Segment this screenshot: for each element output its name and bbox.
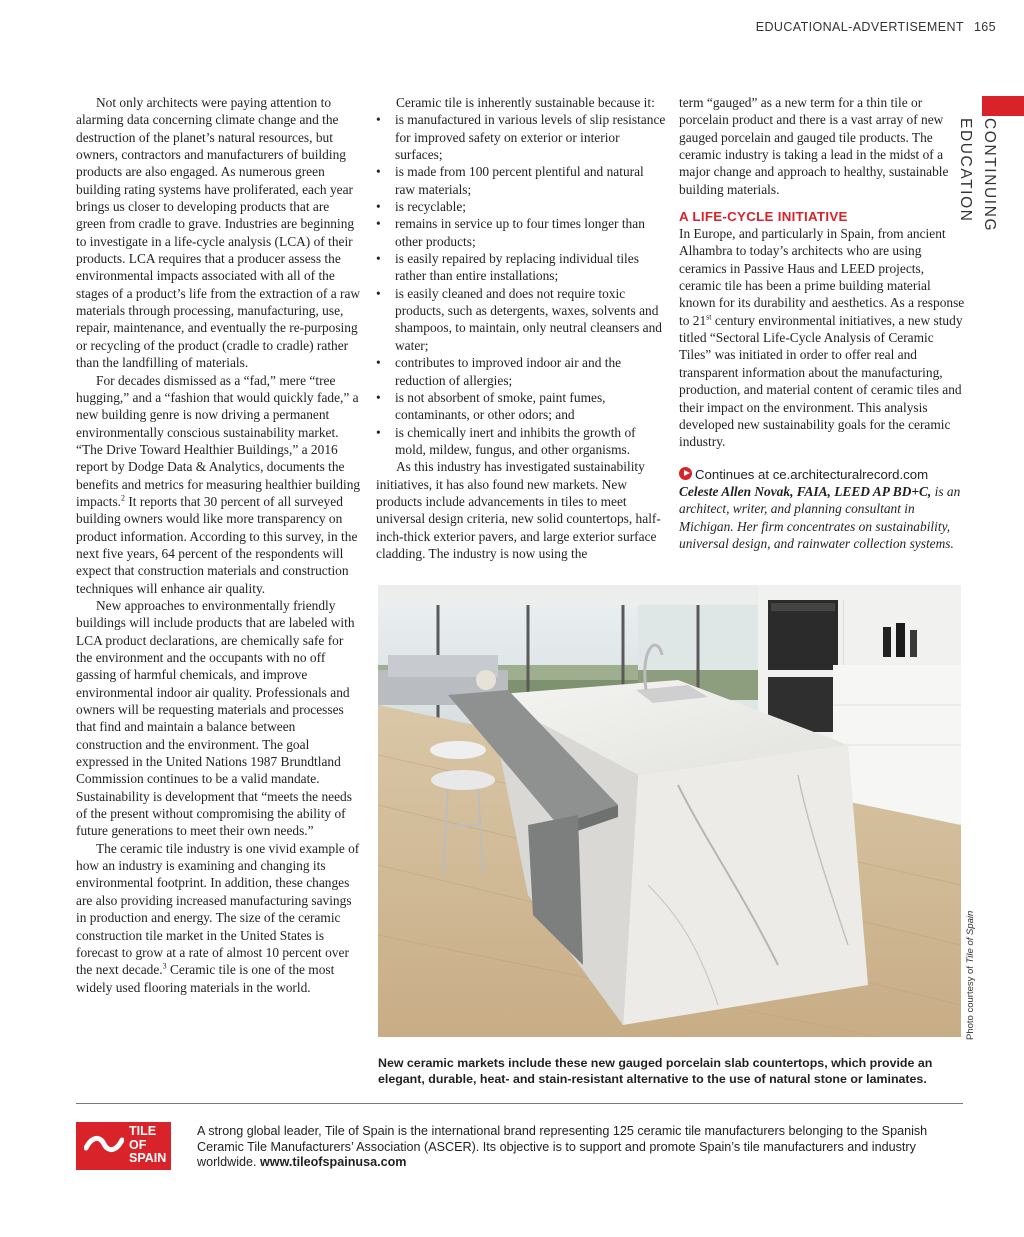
list-item: • remains in service up to four times longer than other products; (376, 215, 666, 250)
section-label: EDUCATIONAL-ADVERTISEMENT (755, 20, 964, 34)
paragraph-text: In Europe, and particularly in Spain, from ancient Alhambra to today’s architects who are using ceramics in Passive Haus and LEED projects, ceramic tile has been a prime building material known for its durability and aesthetics. As a response to 21 (679, 226, 965, 328)
paragraph (76, 840, 362, 996)
text-column-3 (679, 94, 969, 552)
section-color-tab (982, 96, 1024, 116)
paragraph (679, 225, 969, 450)
paragraph: As this industry has investigated sustainability initiatives, it has also found new markets. New products include advancements in tiles to meet universal design criteria, new solid countertops, half-inch-thick exterior pavers, and large exterior surface cladding. The industry is now using the (376, 459, 661, 561)
photo-credit (960, 900, 982, 1040)
footer-divider (76, 1103, 963, 1104)
paragraph-text: The ceramic tile industry is one vivid example of how an industry is examining and changing its environmental footprint. In addition, these changes are also providing increased manufacturing savings in production and energy. The size of the ceramic construction tile market in the United States is forecast to grow at a rate of almost 10 percent over the next decade. (76, 840, 360, 978)
paragraph-text: century environmental initiatives, a new study titled “Sectoral Life-Cycle Analysis of Ceramic Tiles” was initiated in order to offer real and transparent information about the manufacturing, production, and material content of ceramic tiles and their impact on the environment. This analysis developed new sustainability goals for the ceramic industry. (679, 312, 963, 450)
logo-line: OF (129, 1137, 147, 1152)
list-item: • is made from 100 percent plentiful and natural raw materials; (376, 163, 666, 198)
logo-text (129, 1125, 166, 1166)
page-number: 165 (973, 20, 996, 34)
paragraph-text: For decades dismissed as a “fad,” mere “tree hugging,” and a “fashion that would quickly fade,” a new building genre is now driving a permanent environmentally conscious sustainability market. “The Drive Toward Healthier Buildings,” a 2016 report by Dodge Data & Analytics, documents the benefits and metrics for measuring healthier building impacts. (76, 372, 361, 509)
list-item: • is not absorbent of smoke, paint fumes, contaminants, or other odors; and (376, 389, 666, 424)
list-intro: Ceramic tile is inherently sustainable because it: (396, 95, 655, 110)
ordinal-superscript: st (706, 312, 712, 322)
section-subhead: A LIFE-CYCLE INITIATIVE (679, 209, 848, 225)
list-item: • is easily repaired by replacing individual tiles rather than entire installations; (376, 250, 666, 285)
photo-caption: New ceramic markets include these new gauged porcelain slab countertops, which provide an elegant, durable, heat- and stain-resistant alternative to the use of natural stone or laminates. (378, 1056, 933, 1086)
kitchen-photo (378, 585, 961, 1037)
paragraph: New approaches to environmentally friendly buildings will include products that are labeled with LCA product declarations, are chemically safe for the environment and the occupants with no off gassing of harmful chemicals, and improve environmental indoor air quality. Professionals and owners will be requesting materials and processes that find and maintain a balance between construction and the environment. The goal expressed in the United Nations 1987 Brundtland Commission continues to be a valid mandate. Sustainability is development that “meets the needs of the present without compromising the ability of future generations to meet their own needs.” (76, 597, 355, 839)
paragraph: Not only architects were paying attention to alarming data concerning climate change and the destruction of the planet’s natural resources, but owners, contractors and manufacturers of building products are also engaged. As numerous green building rating systems have proliferated, each year brings us closer to developing products that are green from cradle to grave. Industries are beginning to investigate in a life-cycle analysis (LCA) of their products. LCA requires that a producer assess the environmental impacts associated with all of the stages of a product’s life from the extraction of a raw materials through processing, manufacturing, use, repair, maintenance, and eventually the re-purposing or recycling of the product (cradle to cradle) rather than the landfilling of materials. (76, 95, 361, 371)
list-item: • is recyclable; (376, 198, 666, 215)
list-item: • is manufactured in various levels of slip resistance for improved safety on exterior or interior surfaces; (376, 111, 666, 163)
paragraph-text: Ceramic tile is one of the most widely used flooring materials in the world. (76, 962, 335, 995)
paragraph (76, 372, 362, 597)
list-item: • is chemically inert and inhibits the growth of mold, mildew, fungus, and other organisms. (376, 424, 666, 459)
sponsor-text: A strong global leader, Tile of Spain is the international brand representing 125 ceramic tile manufacturers belonging to the Spanish Ceramic Tile Manufacturers’ Association (ASCER). Its objective is to support and promote Spain’s tile manufacturers and industry worldwide. (197, 1124, 928, 1169)
logo-line: SPAIN (129, 1151, 167, 1165)
paragraph: term “gauged” as a new term for a thin tile or porcelain product and there is a vast array of new gauged porcelain and gauged tile products. The ceramic industry is taking a lead in the midst of a major change and approach to healthy, sustainable building materials. (679, 95, 949, 197)
sponsor-url[interactable]: www.tileofspainusa.com (260, 1155, 407, 1169)
footnote-marker: 3 (162, 961, 167, 971)
tile-of-spain-logo (76, 1122, 171, 1170)
paragraph-text: It reports that 30 percent of all surveyed building owners would like more transparency on product information. According to this survey, in the next five years, 64 percent of the respondents will expect that construction materials and construction techniques will enhance air quality. (76, 493, 358, 596)
credit-prefix: Photo courtesy of (965, 963, 976, 1040)
play-arrow-icon (679, 467, 692, 480)
author-bio (679, 483, 969, 552)
author-description: is an architect, writer, and planning consultant in Michigan. Her firm concentrates on sustainability, universal design, and rainwater collection systems. (679, 483, 961, 551)
credit-source: Tile of Spain (965, 910, 976, 964)
text-column-2 (376, 94, 666, 562)
logo-line: TILE (129, 1124, 157, 1138)
sponsor-statement (197, 1124, 967, 1171)
side-section-label: CONTINUING EDUCATION (957, 118, 998, 233)
list-item: • contributes to improved indoor air and the reduction of allergies; (376, 354, 666, 389)
continues-text: Continues at ce.architecturalrecord.com (695, 466, 929, 482)
continues-link[interactable] (679, 466, 969, 483)
list-item: • is easily cleaned and does not require toxic products, such as detergents, waxes, solvents and shampoos, to maintain, only neutral cleansers and water; (376, 285, 666, 354)
text-column-1 (76, 94, 362, 996)
benefits-list (376, 111, 666, 458)
page-header (756, 20, 996, 34)
author-name: Celeste Allen Novak, FAIA, LEED AP BD+C, (679, 483, 932, 499)
wave-mark-icon (84, 1130, 124, 1160)
footnote-marker: 2 (121, 493, 125, 503)
